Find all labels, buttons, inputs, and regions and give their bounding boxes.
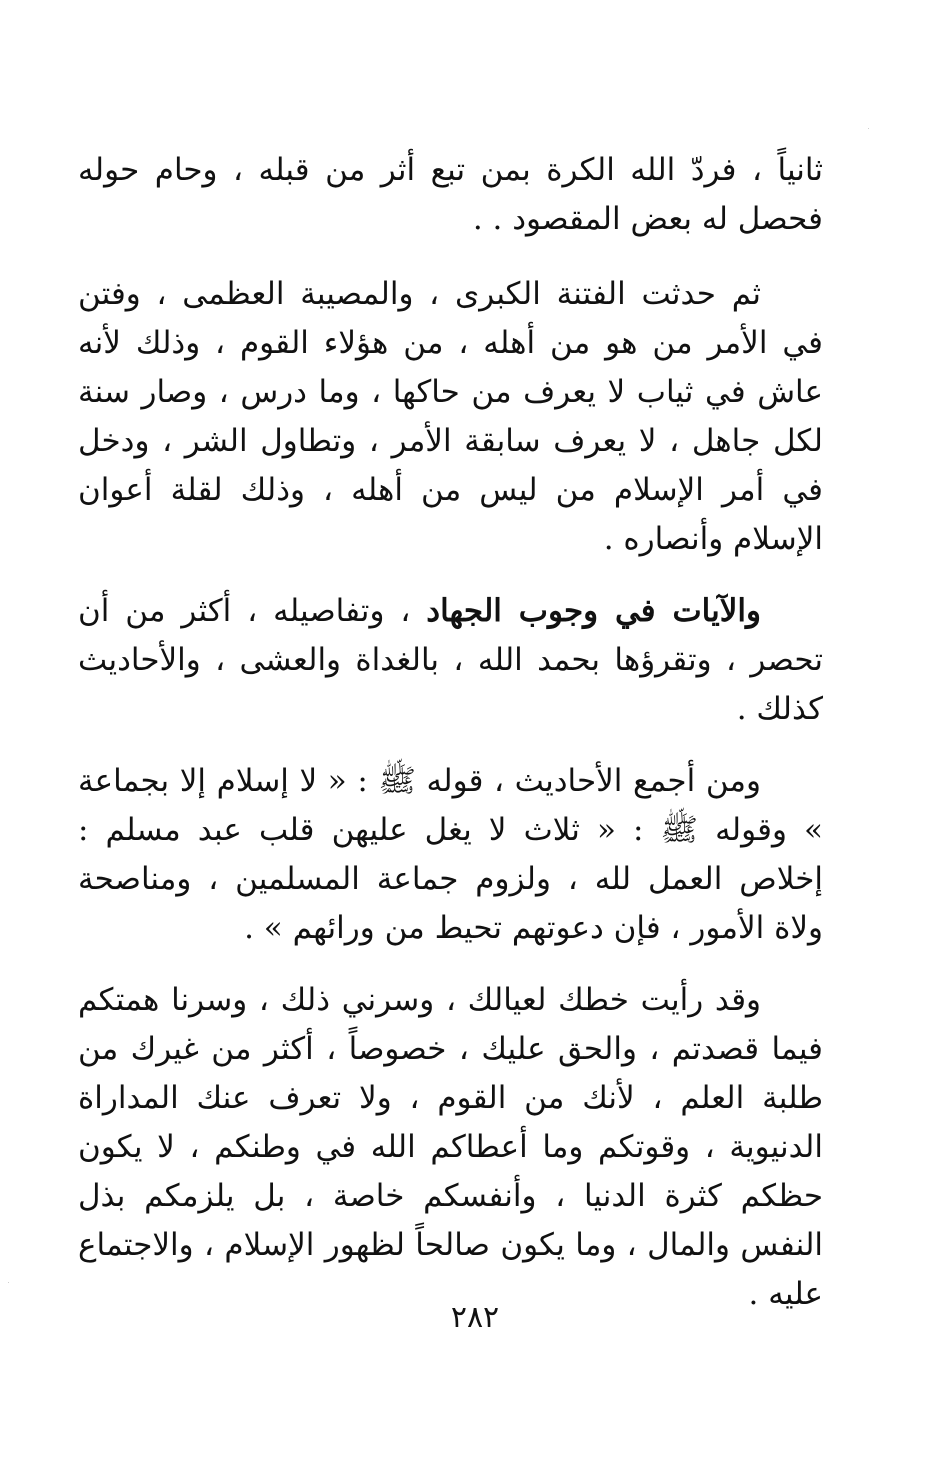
- paragraph-1: [78, 146, 823, 244]
- paragraph-3: [78, 587, 823, 734]
- page-number: ٢٨٢: [450, 1300, 500, 1335]
- paragraph-1-text: ثانياً ، فردّ الله الكرة بمن تبع أثر من قبله ، وحام حوله فحصل له بعض المقصود . .: [78, 152, 823, 237]
- paragraph-4-text: ومن أجمع الأحاديث ، قوله ﷺ : « لا إسلام إلا بجماعة » وقوله ﷺ : « ثلاث لا يغل عليهن قلب عبد مسلم : إخلاص العمل لله ، ولزوم جماعة المسلمين ، ومناصحة ولاة الأمور ، فإن دعوتهم تحيط من ورائهم » .: [78, 763, 823, 946]
- paragraph-5: [78, 976, 823, 1319]
- paragraph-2-text: ثم حدثت الفتنة الكبرى ، والمصيبة العظمى ، وفتن في الأمر من هو من أهله ، من هؤلاء القوم ، وذلك لأنه عاش في ثياب لا يعرف من حاكها ، وما درس ، وصار سنة لكل جاهل ، لا يعرف سابقة الأمر ، وتطاول الشر ، ودخل في أمر الإسلام من ليس من أهله ، وذلك لقلة أعوان الإسلام وأنصاره .: [78, 276, 823, 557]
- scan-speck: [8, 1282, 9, 1283]
- scan-speck: [868, 128, 869, 129]
- paragraph-2: [78, 270, 823, 564]
- paragraph-3-text: ، وتفاصيله ، أكثر من أن تحصر ، وتقرؤها بحمد الله ، بالغداة والعشى ، والأحاديث كذلك .: [78, 593, 823, 727]
- paragraph-5-text: وقد رأيت خطك لعيالك ، وسرني ذلك ، وسرنا همتكم فيما قصدتم ، والحق عليك ، خصوصاً ، أكثر من غيرك من طلبة العلم ، لأنك من القوم ، ولا تعرف عنك المداراة الدنيوية ، وقوتكم وما أعطاكم الله في وطنكم ، لا يكون حظكم كثرة الدنيا ، وأنفسكم خاصة ، بل يلزمكم بذل النفس والمال ، وما يكون صالحاً لظهور الإسلام ، والاجتماع عليه .: [78, 982, 823, 1312]
- paragraph-4: [78, 757, 823, 953]
- paragraph-3-bold-heading: والآيات في وجوب الجهاد: [426, 593, 761, 629]
